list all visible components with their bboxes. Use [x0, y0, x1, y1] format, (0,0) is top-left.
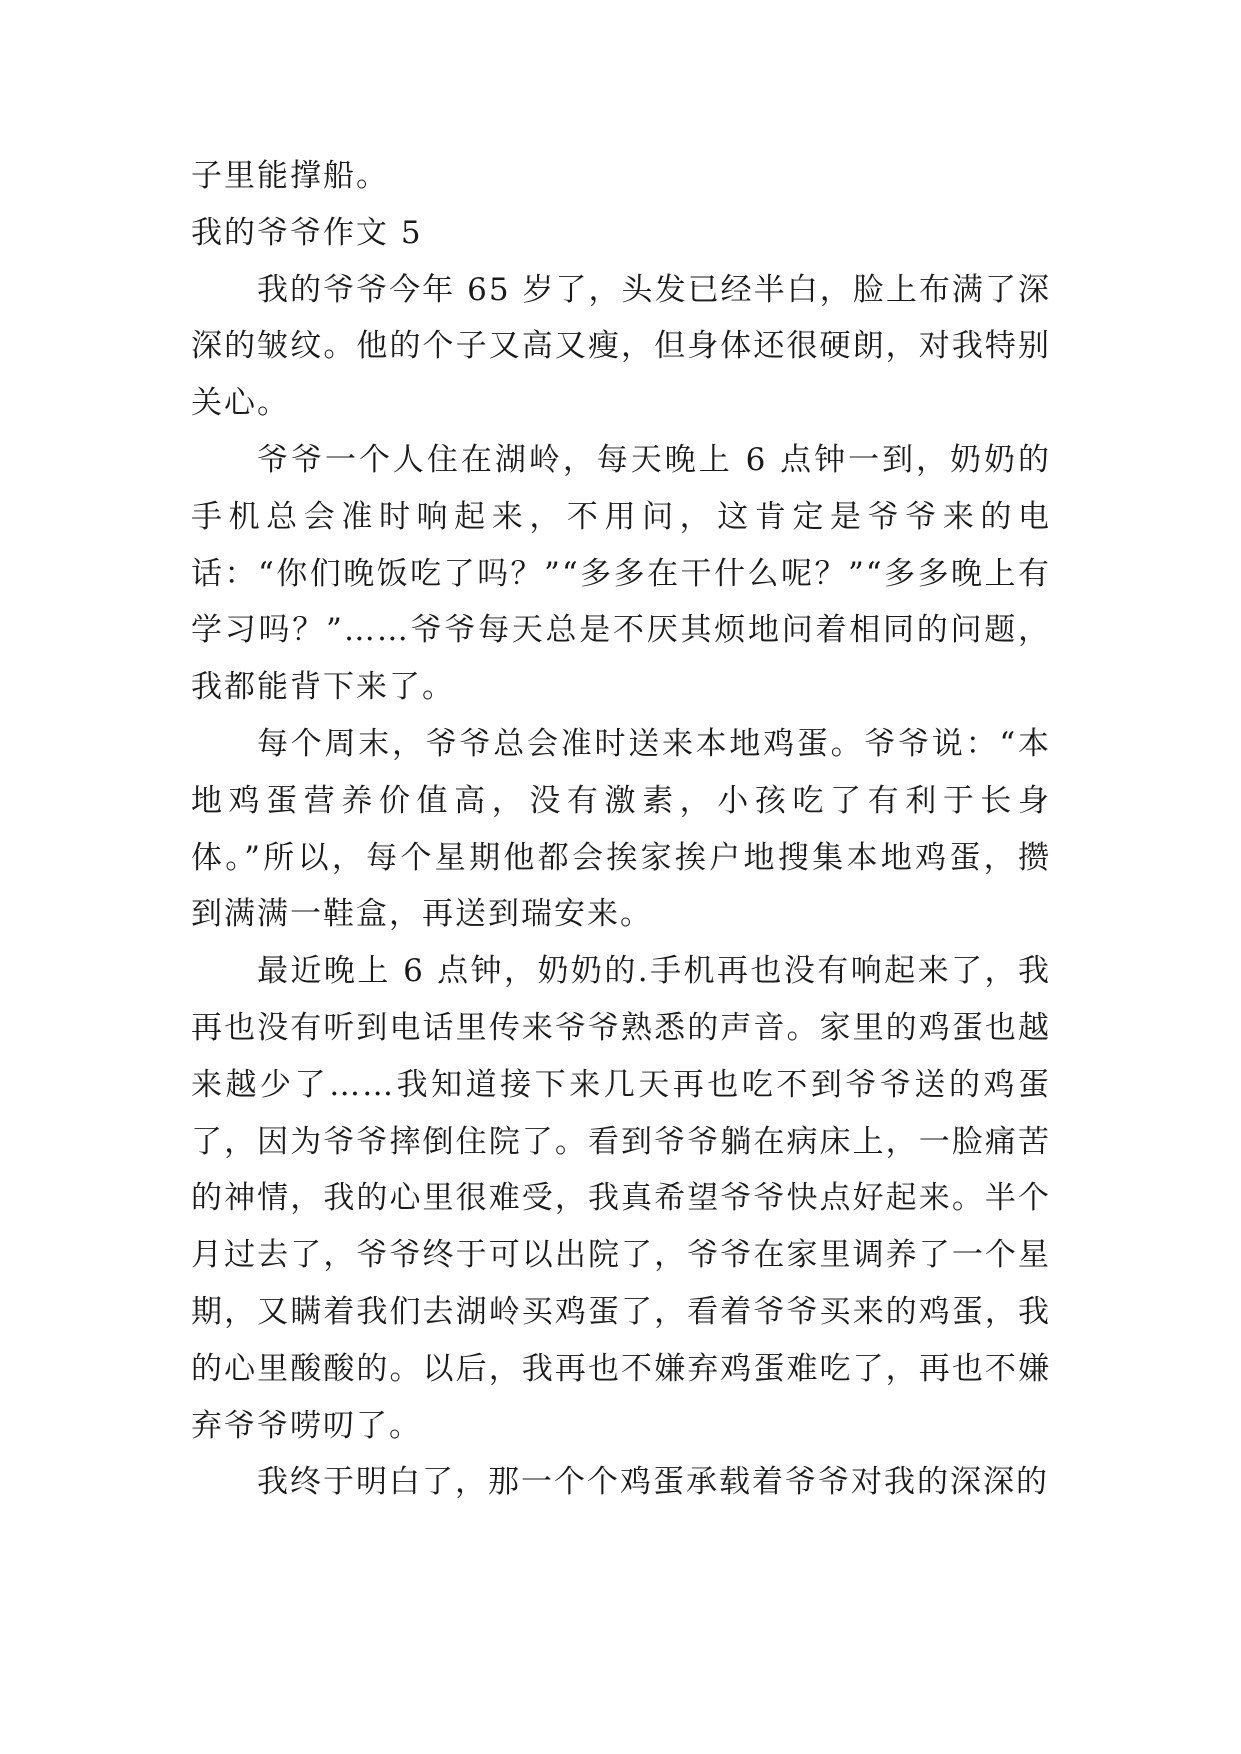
section-heading: 我的爷爷作文 5 — [191, 214, 423, 251]
paragraph: 最近晚上 6 点钟，奶奶的.手机再也没有响起来了，我再也没有听到电话里传来爷爷熟悉的声音。家里的鸡蛋也越来越少了……我知道接下来几天再也吃不到爷爷送的鸡蛋了，因为爷爷摔倒住院了。看到爷爷躺在病床上，一脸痛苦的神情，我的心里很难受，我真希望爷爷快点好起来。半个月过去了，爷爷终于可以出院了，爷爷在家里调养了一个星期，又瞒着我们去湖岭买鸡蛋了，看着爷爷买来的鸡蛋，我的心里酸酸的。以后，我再也不嫌弃鸡蛋难吃了，再也不嫌弃爷爷唠叨了。 — [191, 953, 1051, 1444]
document-body — [191, 148, 1051, 1511]
paragraph: 爷爷一个人住在湖岭，每天晚上 6 点钟一到，奶奶的手机总会准时响起来，不用问，这肯定是爷爷来的电话：“你们晚饭吃了吗？”“多多在干什么呢？”“多多晚上有学习吗？”……爷爷每天总是不厌其烦地问着相同的问题，我都能背下来了。 — [191, 441, 1051, 706]
paragraph: 每个周末，爷爷总会准时送来本地鸡蛋。爷爷说：“本地鸡蛋营养价值高，没有激素，小孩吃了有利于长身体。”所以，每个星期他都会挨家挨户地搜集本地鸡蛋，攒到满满一鞋盒，再送到瑞安来。 — [191, 725, 1051, 933]
paragraph: 我终于明白了，那一个个鸡蛋承载着爷爷对我的深深的 — [257, 1464, 1049, 1501]
paragraph: 我的爷爷今年 65 岁了，头发已经半白，脸上布满了深深的皱纹。他的个子又高又瘦，但身体还很硬朗，对我特别关心。 — [191, 271, 1051, 422]
continuation-line: 子里能撑船。 — [191, 158, 389, 194]
